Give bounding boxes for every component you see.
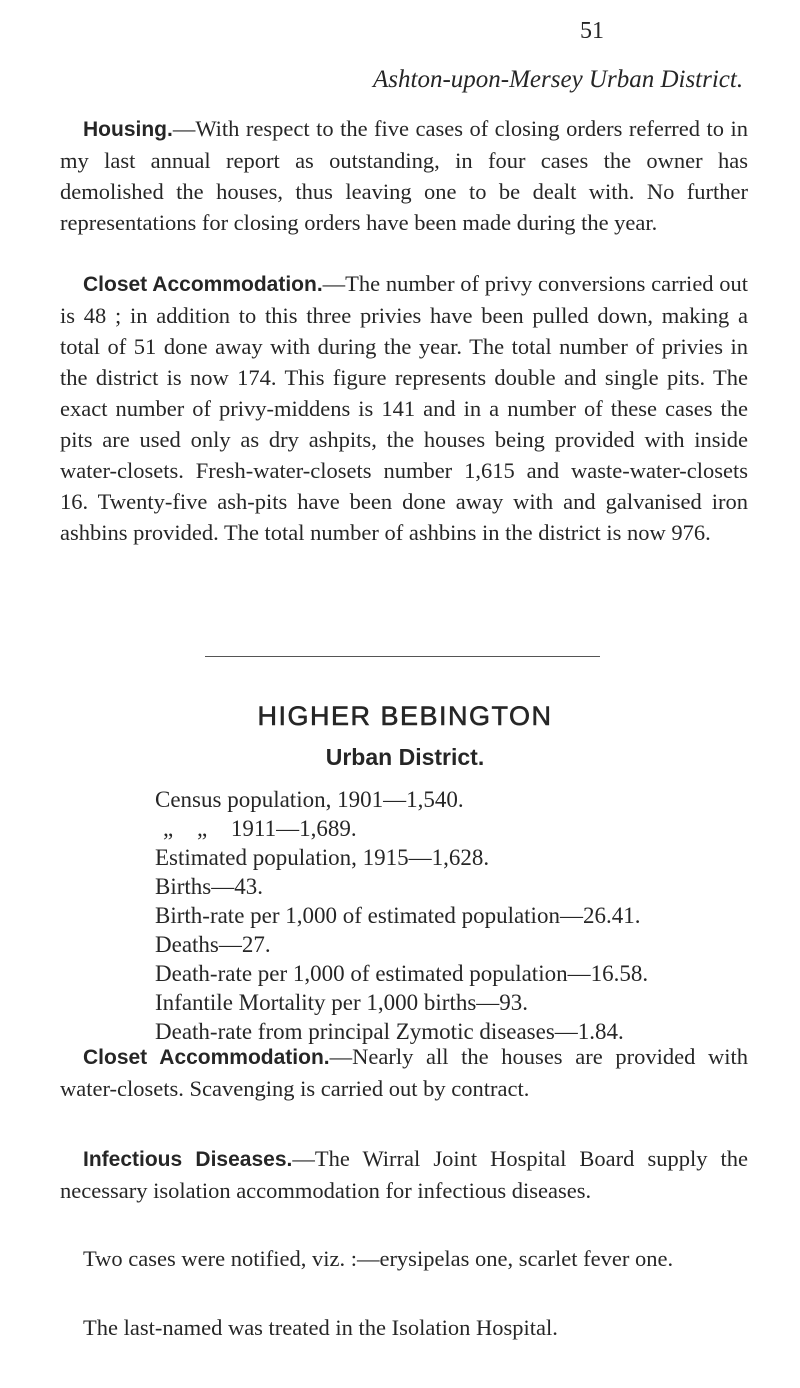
notified-cases-paragraph: Two cases were notified, viz. :—erysipelas one, scarlet fever one. bbox=[83, 1246, 674, 1271]
page-number: 51 bbox=[580, 18, 604, 44]
stat-line: „ „ 1911—1,689. bbox=[163, 816, 357, 841]
closet-accommodation-2-text: —Nearly all the houses are provided with water-closets. Scavenging is carried out by contract. bbox=[60, 1044, 748, 1101]
stat-line: Death-rate from principal Zymotic diseases—1.84. bbox=[155, 1019, 624, 1044]
infectious-diseases-text: —The Wirral Joint Hospital Board supply the necessary isolation accommodation for infectious diseases. bbox=[60, 1146, 748, 1203]
statistics-list bbox=[155, 785, 648, 1046]
isolation-paragraph: The last-named was treated in the Isolation Hospital. bbox=[83, 1315, 558, 1340]
stat-line: Deaths—27. bbox=[155, 932, 271, 957]
stat-line: Estimated population, 1915—1,628. bbox=[155, 845, 490, 870]
housing-paragraph bbox=[60, 113, 748, 238]
housing-text: —With respect to the five cases of closing orders referred to in my last annual report as outstanding, in four cases the owner has demolished the houses, thus leaving one to be dealt with. No further representations for closing orders have been made during the year. bbox=[60, 116, 748, 235]
infectious-diseases-paragraph bbox=[60, 1143, 748, 1206]
stat-line: Census population, 1901—1,540. bbox=[155, 787, 464, 812]
running-head: Ashton-upon-Mersey Urban District. bbox=[373, 66, 744, 93]
closet-accommodation-2-paragraph bbox=[60, 1041, 748, 1104]
closet-accommodation-heading: Closet Accommodation. bbox=[83, 273, 323, 296]
housing-heading: Housing. bbox=[83, 118, 173, 141]
closet-accommodation-text: —The number of privy conversions carried out is 48 ; in addition to this three privies have been pulled down, making a total of 51 done away with during the year. The total number of privies in the district is now 174. This figure represents double and single pits. The exact number of privy-middens is 141 and in a number of these cases the pits are used only as dry ashpits, the houses being provided with inside water-closets. Fresh-water-closets number 1,615 and waste-water-closets 16. Twenty-five ash-pits have been done away with and galvanised iron ashbins provided. The total number of ashbins in the district is now 976. bbox=[60, 271, 749, 545]
infectious-diseases-heading: Infectious Diseases. bbox=[83, 1148, 293, 1171]
section-divider bbox=[205, 656, 600, 657]
stat-line: Infantile Mortality per 1,000 births—93. bbox=[155, 990, 529, 1015]
section-title: HIGHER BEBINGTON bbox=[257, 701, 553, 731]
stat-line: Death-rate per 1,000 of estimated population—16.58. bbox=[155, 961, 649, 986]
section-subtitle: Urban District. bbox=[325, 744, 485, 770]
stat-line: Birth-rate per 1,000 of estimated population—26.41. bbox=[155, 903, 641, 928]
closet-accommodation-2-heading: Closet Accommodation. bbox=[83, 1046, 330, 1069]
stat-line: Births—43. bbox=[155, 874, 263, 899]
closet-accommodation-paragraph bbox=[60, 268, 748, 548]
